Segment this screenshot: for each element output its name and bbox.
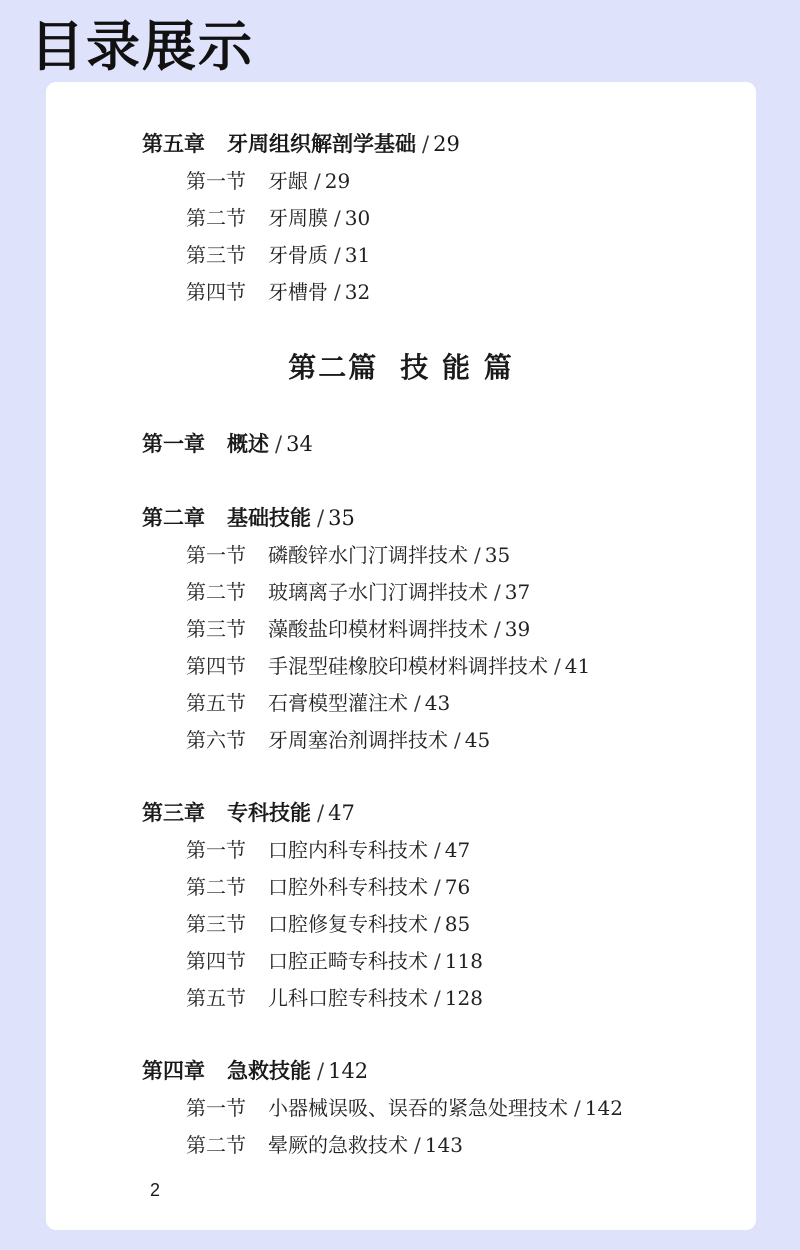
section-entry[interactable] <box>186 578 530 606</box>
section-title: 口腔正畸专科技术 <box>268 949 428 973</box>
chapter-page: 29 <box>433 132 460 156</box>
separator: / <box>454 728 461 752</box>
chapter-page: 47 <box>328 801 355 825</box>
section-entry[interactable] <box>186 1131 463 1159</box>
section-entry[interactable] <box>186 615 530 643</box>
separator: / <box>317 801 325 825</box>
separator: / <box>434 838 441 862</box>
chapter-title: 牙周组织解剖学基础 <box>227 132 416 156</box>
separator: / <box>434 949 441 973</box>
section-title: 口腔修复专科技术 <box>268 912 428 936</box>
section-page: 35 <box>484 543 511 567</box>
chapter-label: 第五章 <box>142 132 205 156</box>
section-page: 39 <box>504 617 531 641</box>
section-page: 76 <box>444 875 471 899</box>
section-title: 牙周膜 <box>268 206 328 230</box>
separator: / <box>422 132 430 156</box>
part-label: 第二篇 <box>288 351 379 384</box>
section-entry[interactable] <box>186 541 510 569</box>
section-label: 第三节 <box>186 912 246 936</box>
separator: / <box>317 506 325 530</box>
section-entry[interactable] <box>186 984 483 1012</box>
separator: / <box>434 875 441 899</box>
section-label: 第六节 <box>186 728 246 752</box>
section-entry[interactable] <box>186 652 590 680</box>
section-label: 第四节 <box>186 280 246 304</box>
section-entry[interactable] <box>186 241 370 269</box>
section-label: 第二节 <box>186 875 246 899</box>
separator: / <box>317 1059 325 1083</box>
chapter-entry[interactable] <box>142 799 355 827</box>
section-label: 第四节 <box>186 949 246 973</box>
separator: / <box>494 580 501 604</box>
section-entry[interactable] <box>186 1094 623 1122</box>
section-label: 第二节 <box>186 580 246 604</box>
section-label: 第三节 <box>186 243 246 267</box>
chapter-title: 专科技能 <box>227 801 311 825</box>
section-title: 石膏模型灌注术 <box>268 691 408 715</box>
section-label: 第一节 <box>186 838 246 862</box>
section-title: 牙周塞治剂调拌技术 <box>268 728 448 752</box>
separator: / <box>554 654 561 678</box>
section-entry[interactable] <box>186 726 490 754</box>
section-title: 口腔外科专科技术 <box>268 875 428 899</box>
chapter-entry[interactable] <box>142 504 355 532</box>
section-entry[interactable] <box>186 910 470 938</box>
chapter-label: 第三章 <box>142 801 205 825</box>
section-title: 玻璃离子水门汀调拌技术 <box>268 580 488 604</box>
section-page: 142 <box>584 1096 623 1120</box>
chapter-entry[interactable] <box>142 130 460 158</box>
separator: / <box>334 206 341 230</box>
separator: / <box>334 280 341 304</box>
section-label: 第三节 <box>186 617 246 641</box>
chapter-title: 基础技能 <box>227 506 311 530</box>
section-title: 牙龈 <box>268 169 308 193</box>
chapter-title: 急救技能 <box>227 1059 311 1083</box>
chapter-title: 概述 <box>227 432 269 456</box>
section-page: 45 <box>464 728 491 752</box>
section-page: 47 <box>444 838 471 862</box>
separator: / <box>414 691 421 715</box>
part-name: 技 能 篇 <box>400 351 514 384</box>
section-label: 第五节 <box>186 691 246 715</box>
section-label: 第一节 <box>186 169 246 193</box>
chapter-label: 第二章 <box>142 506 205 530</box>
separator: / <box>314 169 321 193</box>
section-title: 口腔内科专科技术 <box>268 838 428 862</box>
section-title: 牙骨质 <box>268 243 328 267</box>
section-entry[interactable] <box>186 836 470 864</box>
section-label: 第五节 <box>186 986 246 1010</box>
chapter-page: 35 <box>328 506 355 530</box>
page-heading: 目录展示 <box>30 15 254 78</box>
section-title: 藻酸盐印模材料调拌技术 <box>268 617 488 641</box>
separator: / <box>334 243 341 267</box>
section-title: 手混型硅橡胶印模材料调拌技术 <box>268 654 548 678</box>
separator: / <box>574 1096 581 1120</box>
section-label: 第二节 <box>186 1133 246 1157</box>
section-label: 第四节 <box>186 654 246 678</box>
page-number: 2 <box>150 1180 161 1200</box>
section-page: 85 <box>444 912 471 936</box>
section-title: 牙槽骨 <box>268 280 328 304</box>
chapter-entry[interactable] <box>142 1057 368 1085</box>
section-page: 31 <box>344 243 371 267</box>
toc-card <box>46 82 756 1230</box>
section-entry[interactable] <box>186 204 370 232</box>
section-page: 43 <box>424 691 451 715</box>
part-title <box>46 348 756 388</box>
section-title: 晕厥的急救技术 <box>268 1133 408 1157</box>
section-page: 37 <box>504 580 531 604</box>
chapter-page: 142 <box>328 1059 369 1083</box>
section-page: 41 <box>564 654 591 678</box>
separator: / <box>275 432 283 456</box>
section-entry[interactable] <box>186 278 370 306</box>
section-entry[interactable] <box>186 167 350 195</box>
separator: / <box>474 543 481 567</box>
section-page: 30 <box>344 206 371 230</box>
chapter-page: 34 <box>286 432 313 456</box>
section-entry[interactable] <box>186 689 450 717</box>
section-page: 118 <box>444 949 483 973</box>
section-label: 第二节 <box>186 206 246 230</box>
section-title: 儿科口腔专科技术 <box>268 986 428 1010</box>
chapter-label: 第一章 <box>142 432 205 456</box>
section-page: 143 <box>424 1133 463 1157</box>
section-page: 29 <box>324 169 351 193</box>
chapter-entry[interactable] <box>142 430 313 458</box>
separator: / <box>414 1133 421 1157</box>
section-title: 磷酸锌水门汀调拌技术 <box>268 543 468 567</box>
section-label: 第一节 <box>186 1096 246 1120</box>
section-title: 小器械误吸、误吞的紧急处理技术 <box>268 1096 568 1120</box>
separator: / <box>434 986 441 1010</box>
section-entry[interactable] <box>186 873 470 901</box>
section-page: 32 <box>344 280 371 304</box>
chapter-label: 第四章 <box>142 1059 205 1083</box>
section-page: 128 <box>444 986 483 1010</box>
separator: / <box>494 617 501 641</box>
section-entry[interactable] <box>186 947 483 975</box>
section-label: 第一节 <box>186 543 246 567</box>
separator: / <box>434 912 441 936</box>
